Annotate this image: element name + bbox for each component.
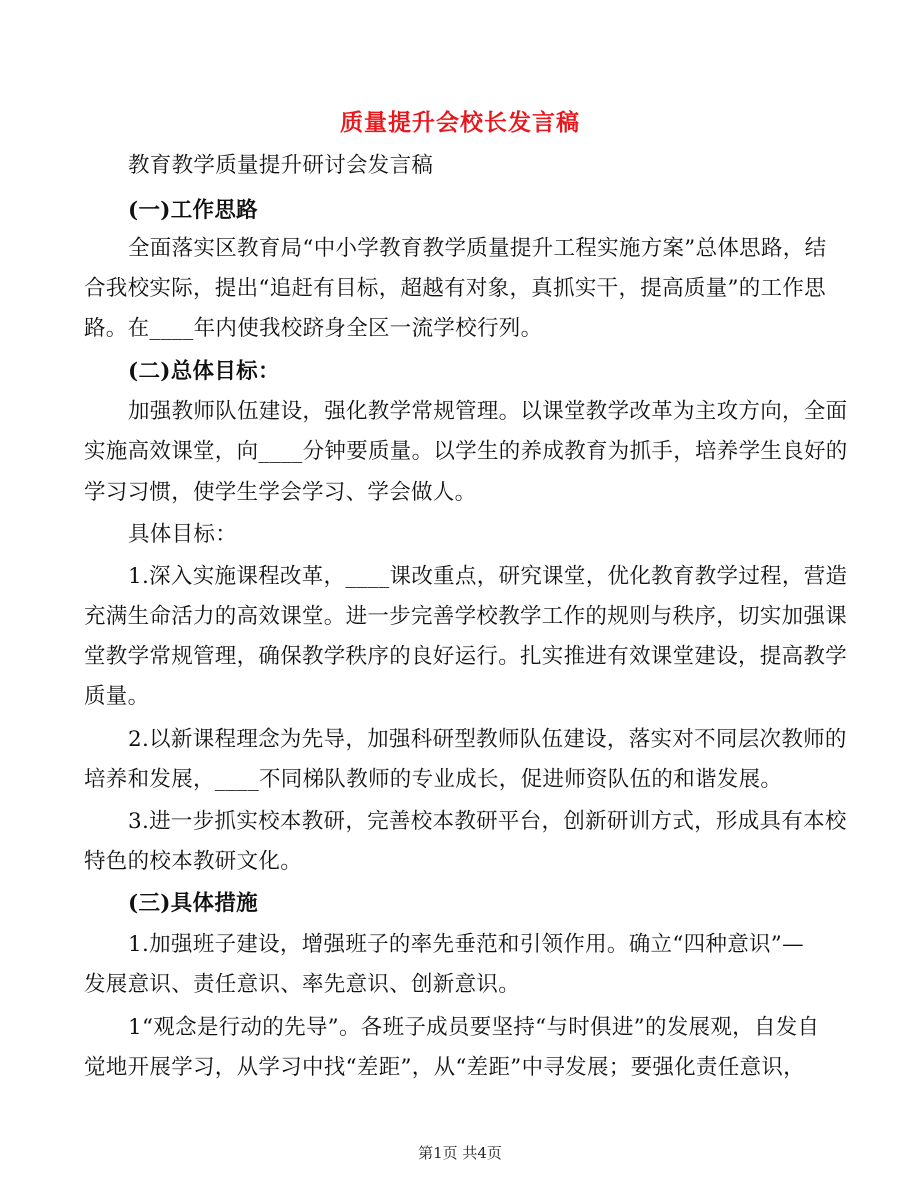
paragraph-line: 学习习惯，使学生学会学习、学会做人。 <box>84 480 477 505</box>
paragraph-line: 路。在____年内使我校跻身全区一流学校行列。 <box>84 316 543 341</box>
paragraph-line: 质量。 <box>84 684 150 709</box>
paragraph-line: 合我校实际，提出“追赶有目标，超越有对象，真抓实干，提高质量”的工作思 <box>84 276 826 301</box>
document-title: 质量提升会校长发言稿 <box>340 109 580 136</box>
section-heading-1: (一)工作思路 <box>128 198 258 223</box>
paragraph-line: 觉地开展学习，从学习中找“差距”，从“差距”中寻发展；要强化责任意识， <box>84 1055 805 1080</box>
paragraph-line: 2.以新课程理念为先导，加强科研型教师队伍建设，落实对不同层次教师的 <box>128 727 847 752</box>
paragraph-line: 发展意识、责任意识、率先意识、创新意识。 <box>84 972 521 997</box>
paragraph-line: 加强教师队伍建设，强化教学常规管理。以课堂教学改革为主攻方向，全面 <box>128 399 848 424</box>
paragraph-line: 具体目标： <box>128 522 238 547</box>
page-footer: 第1页 共4页 <box>418 1144 502 1162</box>
paragraph-line: 培养和发展，____不同梯队教师的专业成长，促进师资队伍的和谐发展。 <box>84 767 783 792</box>
paragraph-line: 1.加强班子建设，增强班子的率先垂范和引领作用。确立“四种意识”— <box>128 932 804 957</box>
subtitle-line: 教育教学质量提升研讨会发言稿 <box>128 153 434 178</box>
paragraph-line: 1.深入实施课程改革，____课改重点，研究课堂，优化教育教学过程，营造 <box>128 564 848 589</box>
paragraph-line: 堂教学常规管理，确保教学秩序的良好运行。扎实推进有效课堂建设，提高教学 <box>84 644 848 669</box>
paragraph-line: 充满生命活力的高效课堂。进一步完善学校教学工作的规则与秩序，切实加强课 <box>84 604 848 629</box>
paragraph-line: 3.进一步抓实校本教研，完善校本教研平台，创新研训方式，形成具有本校 <box>128 809 847 834</box>
paragraph-line: 1“观念是行动的先导”。各班子成员要坚持“与时俱进”的发展观，自发自 <box>128 1015 820 1040</box>
section-heading-3: (三)具体措施 <box>128 891 258 916</box>
section-heading-2: (二)总体目标： <box>128 359 280 384</box>
paragraph-line: 特色的校本教研文化。 <box>84 849 303 874</box>
paragraph-line: 全面落实区教育局“中小学教育教学质量提升工程实施方案”总体思路，结 <box>128 236 827 261</box>
paragraph-line: 实施高效课堂，向____分钟要质量。以学生的养成教育为抓手，培养学生良好的 <box>84 439 848 464</box>
